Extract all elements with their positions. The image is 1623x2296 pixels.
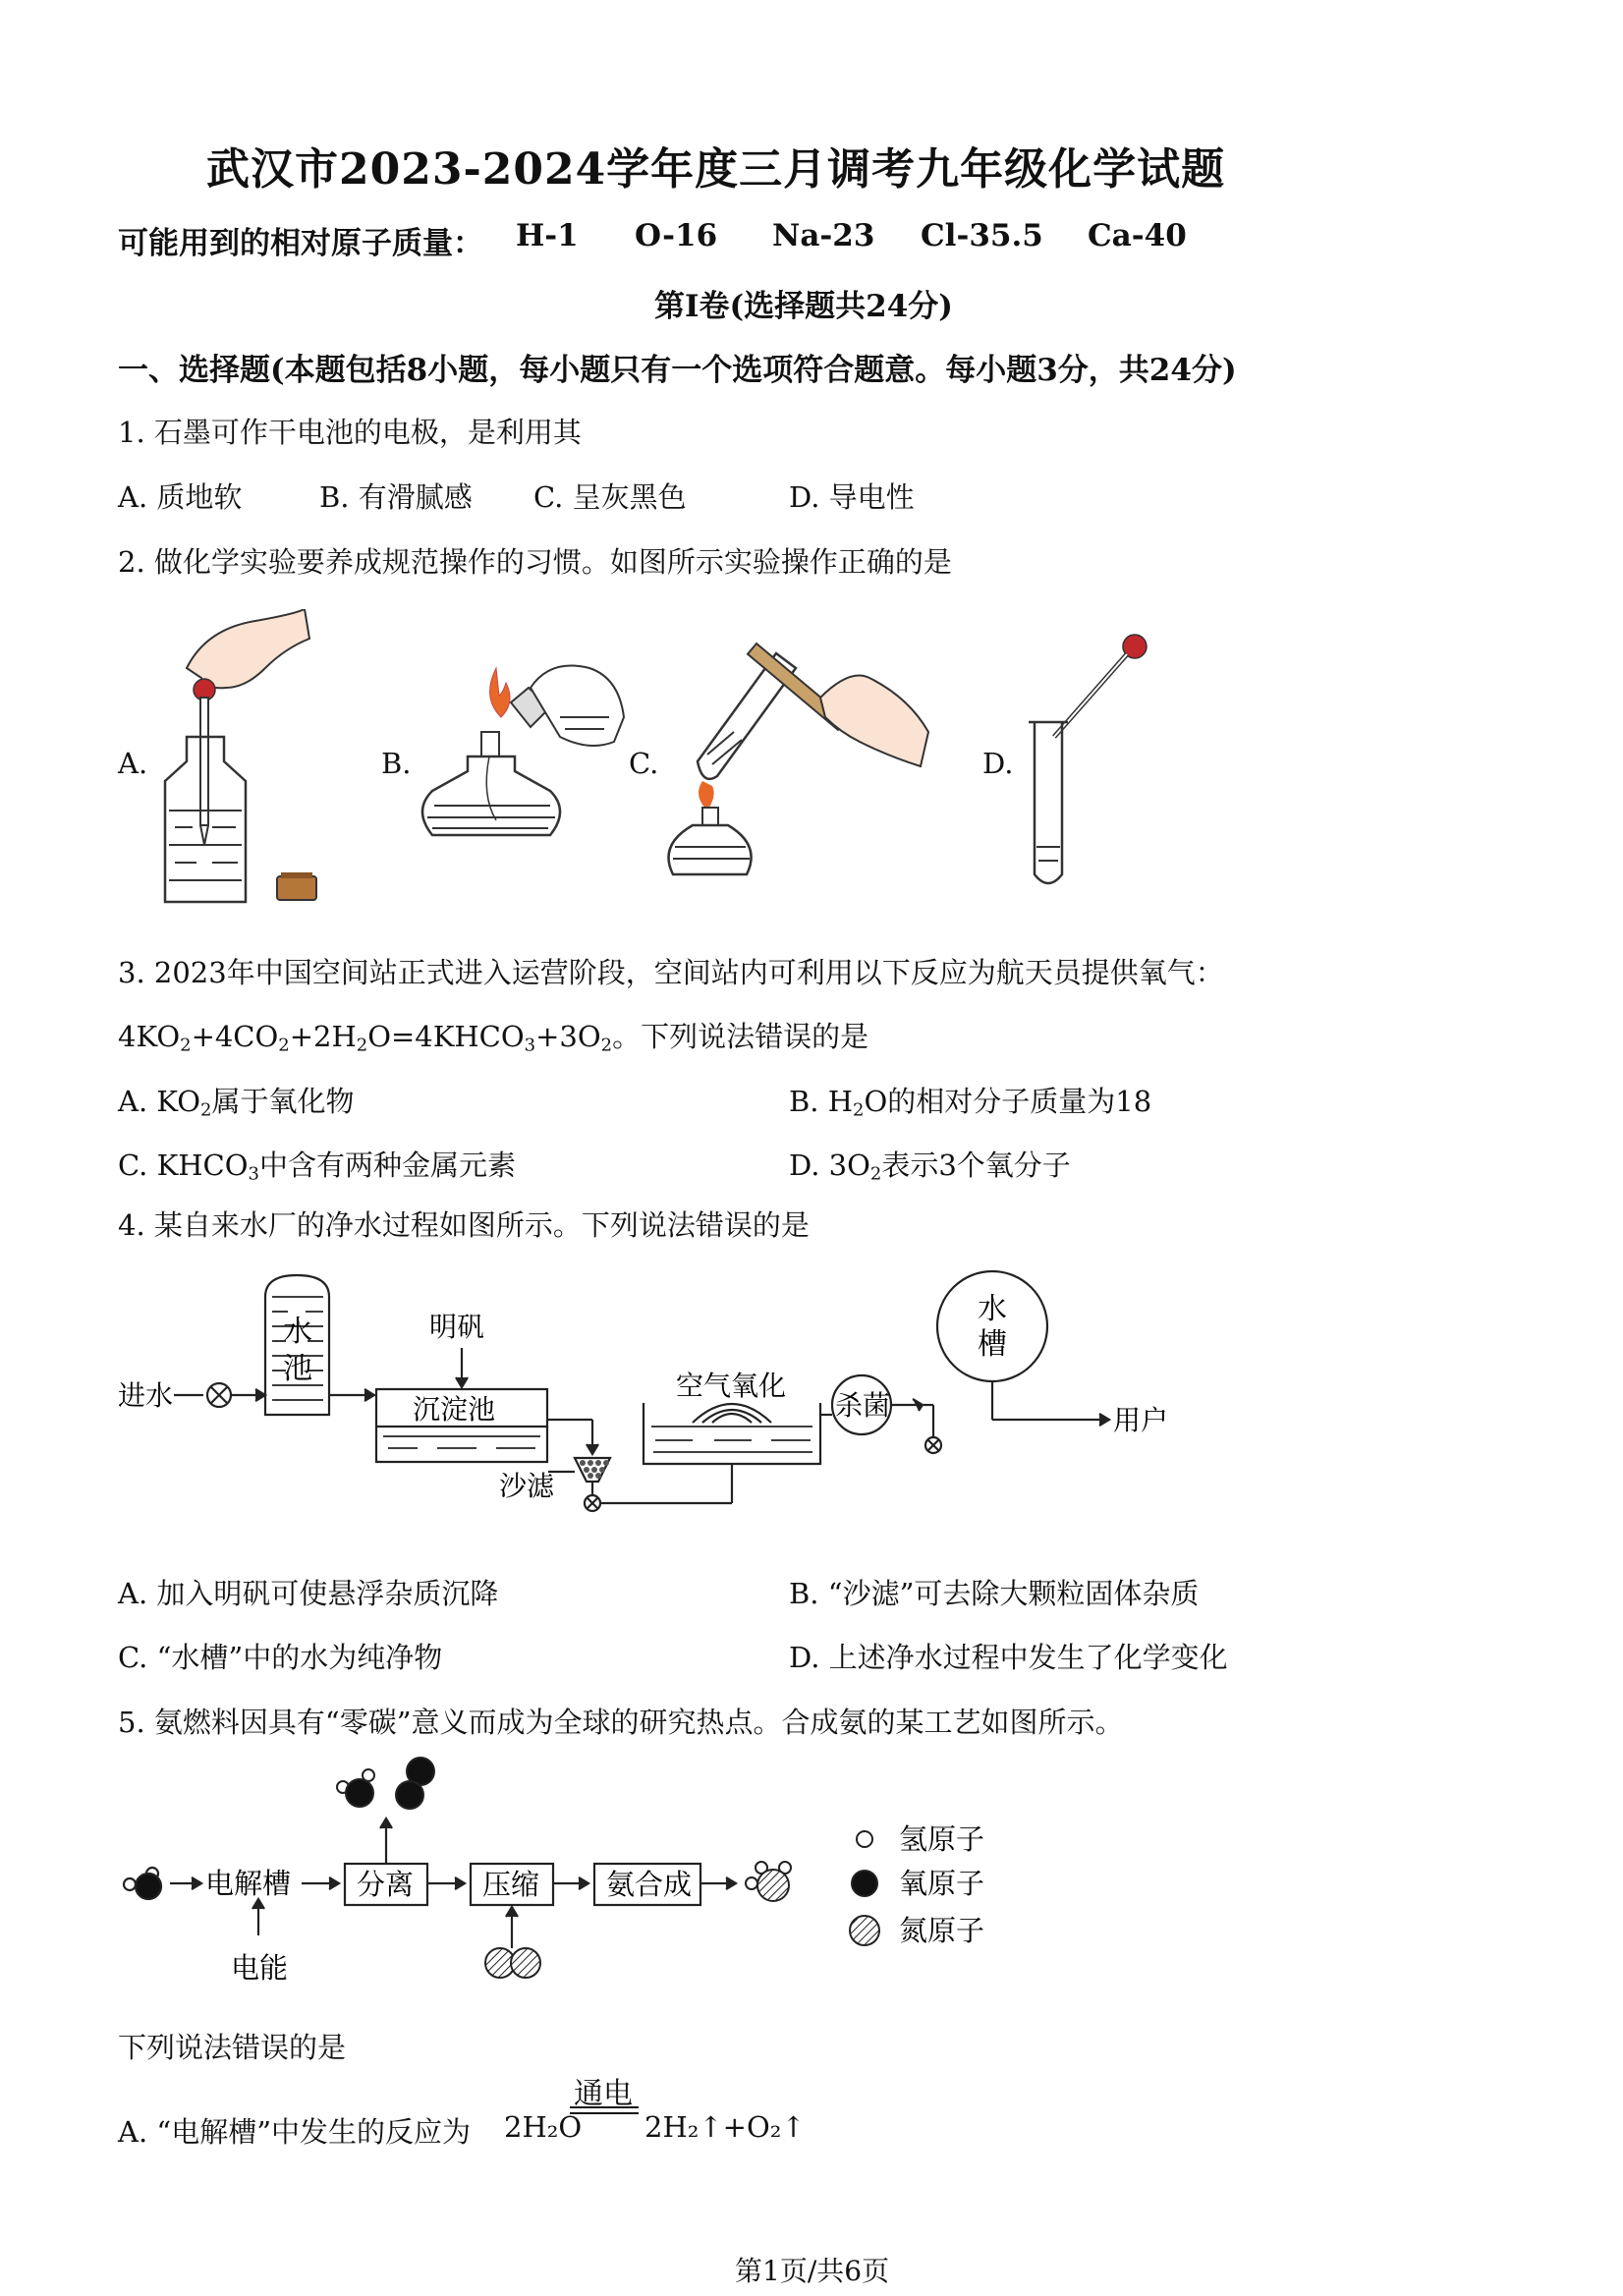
q4-label-inlet: 进水 bbox=[118, 1379, 174, 1412]
q4-option-c: C. “水槽”中的水为纯净物 bbox=[118, 1641, 443, 1674]
q5-ammonia-process-diagram bbox=[113, 1754, 1017, 1999]
atomic-mass-o: O-16 bbox=[635, 218, 718, 253]
q2-label-a: A. bbox=[118, 747, 148, 780]
q1-option-b: B. 有滑腻感 bbox=[319, 480, 473, 514]
section-title: 一、选择题(本题包括8小题，每小题只有一个选项符合题意。每小题3分，共24分) bbox=[118, 353, 1237, 388]
q4-label-alum: 明矾 bbox=[429, 1311, 485, 1343]
page-title: 武汉市2023-2024学年度三月调考九年级化学试题 bbox=[206, 144, 1226, 195]
q5-label-synth: 氨合成 bbox=[606, 1868, 693, 1901]
q2-figure-a-dropper-bottle bbox=[147, 609, 344, 914]
q5-label-electrolyzer: 电解槽 bbox=[205, 1867, 292, 1900]
q2-figure-d-dropper-test-tube bbox=[1017, 629, 1164, 894]
q2-label-b: B. bbox=[381, 747, 412, 780]
q4-label-sterilize: 杀菌 bbox=[835, 1389, 891, 1422]
page-number: 第1页/共6页 bbox=[735, 2255, 890, 2287]
q4-option-b: B. “沙滤”可去除大颗粒固体杂质 bbox=[789, 1577, 1200, 1610]
q4-label-pool-2: 池 bbox=[283, 1352, 312, 1386]
q2-figure-c-heating-test-tube bbox=[663, 639, 938, 884]
q5-option-a-right: 2H₂↑+O₂↑ bbox=[644, 2110, 806, 2144]
q4-option-a: A. 加入明矾可使悬浮杂质沉降 bbox=[118, 1577, 499, 1610]
q5-condition: 通电 bbox=[574, 2077, 633, 2111]
q4-label-pool-1: 水 bbox=[283, 1315, 312, 1349]
q4-label-air: 空气氧化 bbox=[676, 1370, 787, 1402]
q5-label-power: 电能 bbox=[231, 1951, 289, 1985]
q1-option-d: D. 导电性 bbox=[789, 480, 915, 514]
atomic-mass-cl: Cl-35.5 bbox=[921, 218, 1043, 253]
q2-label-c: C. bbox=[629, 747, 659, 780]
q4-label-sand: 沙滤 bbox=[499, 1470, 555, 1502]
q4-label-sediment: 沉淀池 bbox=[413, 1393, 496, 1426]
q3-option-b: B. $H_2O$的相对分子质量为18 bbox=[789, 1085, 1152, 1121]
q2-label-d: D. bbox=[982, 747, 1014, 780]
q1-stem: 1. 石墨可作干电池的电极，是利用其 bbox=[118, 416, 582, 449]
q3-option-d: D. $3O_2$表示3个氧分子 bbox=[789, 1148, 1071, 1185]
q3-option-c: C. $KHCO_3$中含有两种金属元素 bbox=[118, 1148, 516, 1185]
q5-option-a-left: 2H₂O bbox=[504, 2110, 583, 2144]
q5-option-a-text: A. “电解槽”中发生的反应为 bbox=[118, 2115, 472, 2149]
q3-stem: 3. 2023年中国空间站正式进入运营阶段，空间站内可利用以下反应为航天员提供氧气： bbox=[118, 956, 1224, 989]
q5-legend-oxygen: 氧原子 bbox=[899, 1867, 985, 1900]
q5-legend-nitrogen: 氮原子 bbox=[899, 1914, 985, 1947]
atomic-mass-ca: Ca-40 bbox=[1088, 218, 1187, 253]
q5-label-compress: 压缩 bbox=[482, 1868, 540, 1901]
q5-question: 下列说法错误的是 bbox=[118, 2031, 347, 2064]
atomic-mass-na: Na-23 bbox=[772, 218, 875, 253]
q4-stem: 4. 某自来水厂的净水过程如图所示。下列说法错误的是 bbox=[118, 1208, 810, 1242]
q2-stem: 2. 做化学实验要养成规范操作的习惯。如图所示实验操作正确的是 bbox=[118, 545, 952, 579]
q5-equal-sign bbox=[570, 2106, 639, 2114]
q5-stem: 5. 氨燃料因具有“零碳”意义而成为全球的研究热点。合成氨的某工艺如图所示。 bbox=[118, 1706, 1124, 1739]
q4-label-tank-2: 槽 bbox=[978, 1327, 1007, 1362]
q1-option-c: C. 呈灰黑色 bbox=[533, 480, 687, 514]
q3-option-a: A. $KO_2$属于氧化物 bbox=[118, 1085, 355, 1121]
q4-option-d: D. 上述净水过程中发生了化学变化 bbox=[789, 1641, 1228, 1674]
atomic-masses-label: 可能用到的相对原子质量： bbox=[118, 226, 483, 261]
q5-legend-hydrogen: 氢原子 bbox=[899, 1822, 985, 1856]
q2-figure-b-alcohol-lamp bbox=[413, 648, 639, 874]
q4-label-user: 用户 bbox=[1113, 1404, 1169, 1436]
q1-option-a: A. 质地软 bbox=[118, 480, 243, 514]
q4-label-tank-1: 水 bbox=[978, 1292, 1007, 1326]
volume-title: 第I卷(选择题共24分) bbox=[654, 289, 953, 324]
q5-label-separate: 分离 bbox=[357, 1868, 415, 1901]
q3-equation: $4KO_2+4CO_2+2H_2O=4KHCO_3+3O_2$。下列说法错误的是 bbox=[118, 1020, 869, 1056]
q3-equation-suffix: 。下列说法错误的是 bbox=[612, 1020, 869, 1053]
atomic-mass-h: H-1 bbox=[516, 218, 579, 253]
q4-water-treatment-diagram bbox=[113, 1267, 1174, 1542]
